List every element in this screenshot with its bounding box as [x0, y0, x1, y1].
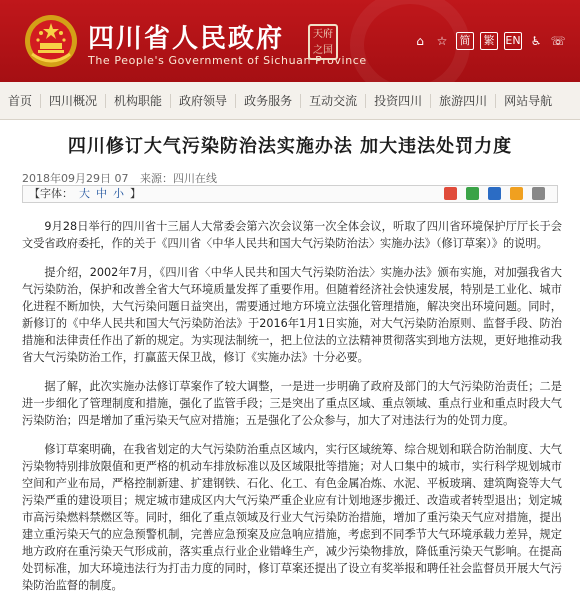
share-weibo-icon[interactable] — [444, 187, 457, 200]
site-title[interactable]: 四川省人民政府 — [88, 24, 285, 54]
favorite-icon[interactable]: ☆ — [436, 34, 448, 48]
traditional-chinese-button[interactable]: 繁 — [480, 32, 498, 50]
article-title: 四川修订大气污染防治法实施办法 加大违法处罚力度 — [67, 136, 513, 157]
article-date: 2018年09月29日 07 — [22, 172, 129, 185]
national-emblem-icon[interactable] — [24, 14, 78, 68]
header-tools — [412, 32, 566, 50]
article-body — [22, 218, 562, 606]
seal-stamp: 天府之国 — [308, 24, 338, 60]
article-paragraph: 修订草案明确，在我省划定的大气污染防治重点区域内，实行区域统筹、综合规划和联合防治制度、大气污染物特别排放限值和更严格的机动车排放标准以及区域限批等措施；对人口集中的城市，实行科学规划城市空间和产业布局，严格控制新建、扩建钢铁、石化、化工、有色金属冶炼、水泥、平板玻璃、建筑陶瓷等大气污染严重的建设项目；规定城市建成区内大气污染严重企业应有计划地逐步搬迁、改造或者转型退出；划定城市高污染燃料禁燃区等。同时，细化了重点领域及行业大气污染防治措施，增加了重污染天气应对措施，提出建立重污染天气的应急预警机制，完善应急预案及应急响应措施，考虑到不同季节大气环境承载力差异，规定地方政府在重污染天气形成前，落实重点行业企业错峰生产，减少污染物排放，降低重污染天气影响。在提高处罚标准，加大环境违法行为打击力度的同时，修订草案还提出了设立有奖举报和聘任社会监督员开展大气污染防治监督的制度。 — [22, 443, 562, 592]
nav-item-leaders[interactable]: 政府领导 — [171, 94, 236, 108]
fontsize-bar — [22, 185, 558, 203]
fontsize-large-button[interactable]: 大 — [79, 187, 90, 200]
article-meta — [22, 170, 562, 184]
nav-item-investment[interactable]: 投资四川 — [366, 94, 431, 108]
main-nav — [0, 82, 580, 120]
article-paragraph: 据了解，此次实施办法修订草案作了较大调整，一是进一步明确了政府及部门的大气污染防治责任；二是进一步细化了管理制度和措施，强化了监管手段；三是突出了重点区域、重点领域、重点行业和重点时段大气污染防治；四是增加了重污染天气应对措施；五是强化了公众参与，加大了对违法行为的处罚力度。 — [22, 380, 562, 427]
fontsize-end: 】 — [130, 187, 141, 200]
share-qq-icon[interactable] — [488, 187, 501, 200]
fontsize-small-button[interactable]: 小 — [113, 187, 124, 200]
simplified-chinese-button[interactable]: 简 — [456, 32, 474, 50]
phone-icon[interactable]: ☏ — [550, 34, 566, 48]
share-wechat-icon[interactable] — [466, 187, 479, 200]
site-header — [0, 0, 580, 82]
fontsize-medium-button[interactable]: 中 — [96, 187, 107, 200]
nav-item-sitemap[interactable]: 网站导航 — [504, 93, 553, 108]
share-qzone-icon[interactable] — [510, 187, 523, 200]
nav-item-home[interactable]: 首页 — [0, 94, 41, 108]
article-paragraph: 提介绍，2002年7月，《四川省〈中华人民共和国大气污染防治法〉实施办法》颁布实施，对加强我省大气污染防治，保护和改善全省大气环境质量发挥了重要作用。但随着经济社会快速发展，特别是工业化、城市化进程不断加快，大气污染问题日益突出，需要通过地方环境立法强化管理措施，解决突出环境问题。同时，新修订的《中华人民共和国大气污染防治法》于2016年1月1日实施，对大气污染防治原则、监督手段、防治措施和法律责任作出了新的规定。为实现法制统一，把上位法的立法精神贯彻落实到地方法规，更好地推动我省大气污染防治工作，打赢蓝天保卫战，修订《实施办法》十分必要。 — [22, 266, 562, 364]
print-icon[interactable] — [532, 187, 545, 200]
site-subtitle: The People's Government of Sichuan Province — [88, 54, 367, 67]
nav-item-services[interactable]: 政务服务 — [236, 94, 301, 108]
nav-item-interaction[interactable]: 互动交流 — [301, 94, 366, 108]
article-source: 来源：四川在线 — [139, 172, 217, 185]
home-icon[interactable]: ⌂ — [416, 34, 424, 48]
article-paragraph: 9月28日举行的四川省十三届人大常委会第六次会议第一次全体会议，听取了四川省环境保护厅厅长于会文受省政府委托，作的关于《四川省〈中华人民共和国大气污染防治法〉实施办法》（修订草案）》的说明。 — [22, 220, 562, 250]
share-icons — [444, 187, 551, 200]
accessibility-icon[interactable]: ♿ — [530, 34, 542, 48]
fontsize-label: 【字体： — [29, 187, 73, 200]
nav-item-departments[interactable]: 机构职能 — [106, 94, 171, 108]
english-button[interactable]: EN — [504, 32, 522, 50]
nav-item-overview[interactable]: 四川概况 — [41, 94, 106, 108]
nav-item-tourism[interactable]: 旅游四川 — [431, 94, 496, 108]
